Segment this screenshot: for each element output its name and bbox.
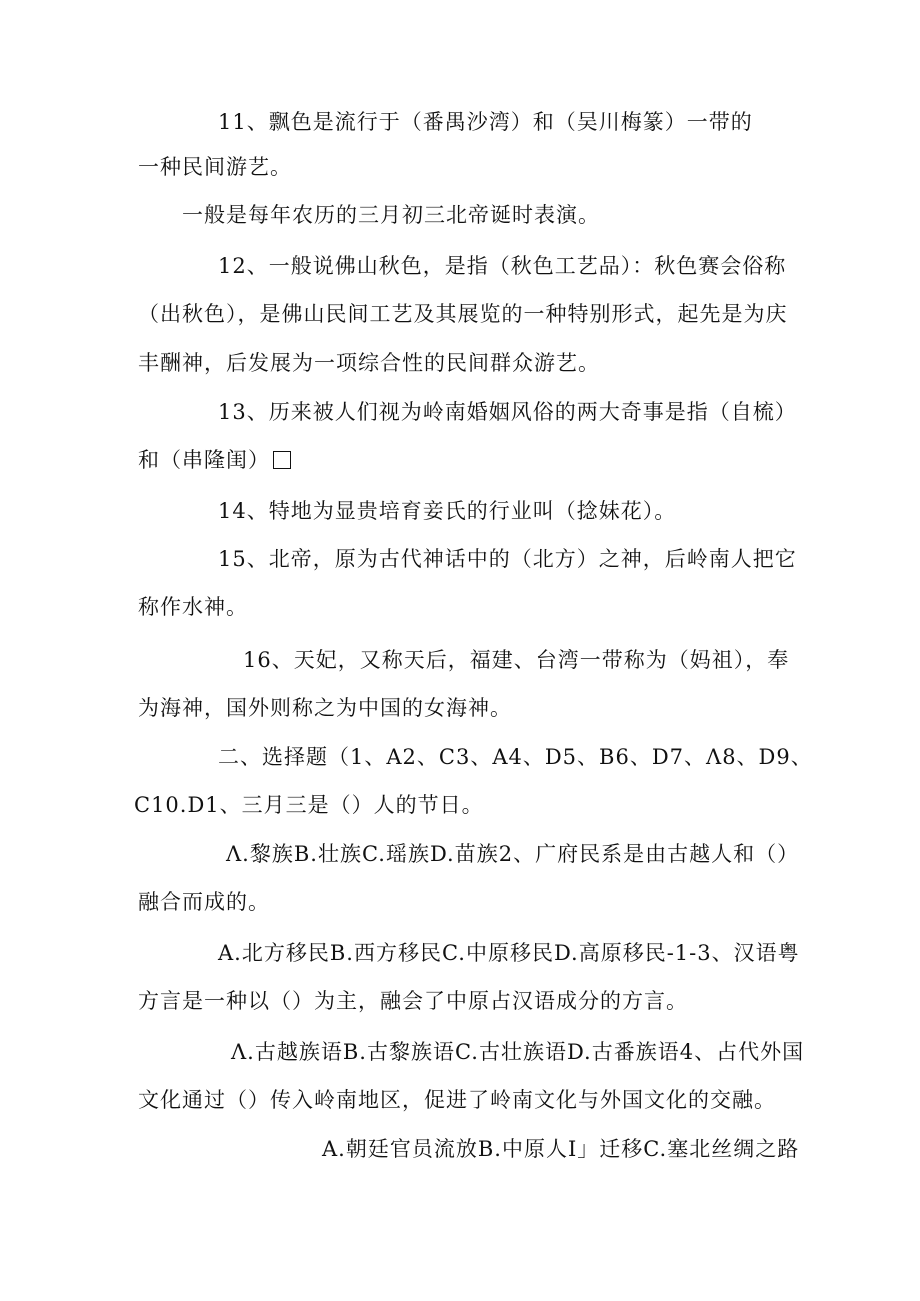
text-line-8	[138, 446, 291, 474]
text-line-15: C10.D1、三月三是（）人的节日。	[134, 793, 484, 817]
text-line-5: （出秋色），是佛山民间工艺及其展览的一种特别形式，起先是为庆	[138, 302, 788, 326]
text-line-7: 13、历来被人们视为岭南婚姻风俗的两大奇事是指（自梳）	[218, 400, 797, 424]
text-line-20: Λ.古越族语B.古黎族语C.古壮族语D.古番族语4、占代外国	[231, 1040, 805, 1064]
text-line-8-content: 和（串隆闺）	[138, 448, 270, 472]
text-line-10: 15、北帝，原为古代神话中的（北方）之神，后岭南人把它	[218, 547, 797, 571]
text-line-21: 文化通过（）传入岭南地区，促进了岭南文化与外国文化的交融。	[138, 1088, 776, 1112]
text-line-18: A.北方移民B.西方移民C.中原移民D.高原移民-1-3、汉语粤	[218, 941, 800, 965]
text-line-22: A.朝廷官员流放B.中原人I」迁移C.塞北丝绸之路	[322, 1137, 800, 1161]
text-line-3: 一般是每年农历的三月初三北帝诞时表演。	[182, 203, 600, 227]
text-line-11: 称作水神。	[138, 595, 248, 619]
text-line-9: 14、特地为显贵培育妾氏的行业叫（捻妹花）。	[218, 499, 677, 523]
text-line-12: 16、天妃，又称天后，福建、台湾一带称为（妈祖），奉	[243, 648, 790, 672]
text-line-19: 方言是一种以（）为主，融会了中原占汉语成分的方言。	[138, 989, 688, 1013]
checkbox-square-icon	[273, 451, 291, 469]
text-line-14: 二、选择题（1、A2、C3、A4、D5、B6、D7、Λ8、D9、	[218, 745, 813, 769]
text-line-13: 为海神，国外则称之为中国的女海神。	[138, 696, 512, 720]
text-line-17: 融合而成的。	[138, 890, 270, 914]
text-line-1: 11、飘色是流行于（番禺沙湾）和（吴川梅篆）一带的	[218, 110, 753, 134]
text-line-4: 12、一般说佛山秋色，是指（秋色工艺品）：秋色赛会俗称	[218, 254, 787, 278]
text-line-2: 一种民间游艺。	[138, 155, 292, 179]
text-line-16: Λ.黎族B.壮族C.瑶族D.苗族2、广府民系是由古越人和（）	[226, 842, 800, 866]
text-line-6: 丰酬神，后发展为一项综合性的民间群众游艺。	[138, 351, 600, 375]
